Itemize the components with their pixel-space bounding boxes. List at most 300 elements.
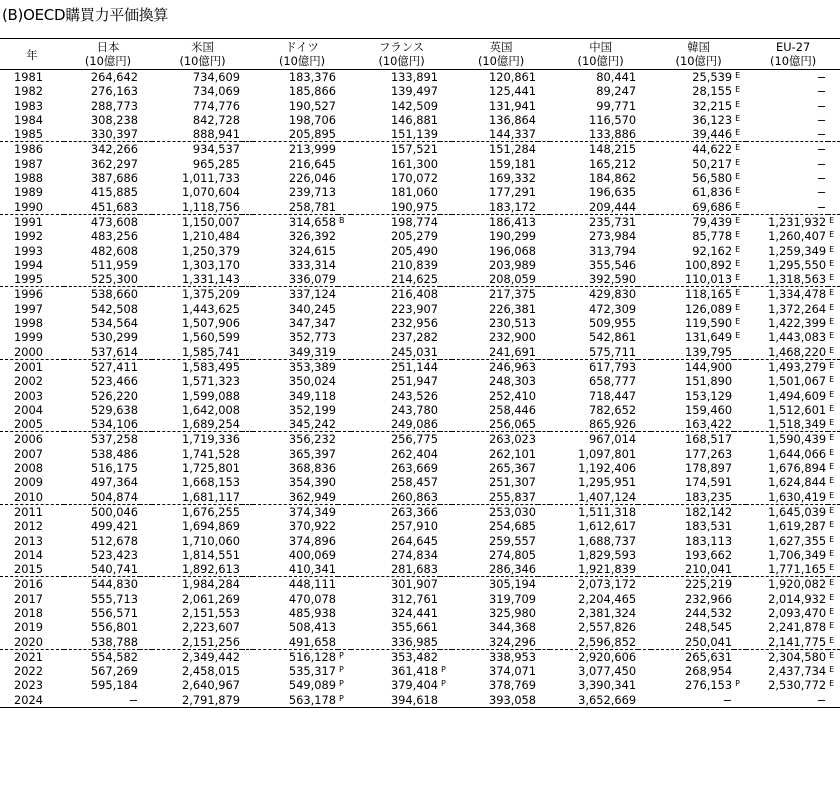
value-cell: 136,864	[488, 112, 537, 127]
flag-cell	[638, 287, 651, 302]
flag-cell	[538, 548, 550, 562]
flag-cell	[140, 519, 152, 533]
value-cell: 182,142	[684, 504, 733, 519]
value-cell: 511,959	[90, 257, 138, 272]
year-cell: 1982	[14, 84, 43, 99]
table-row	[0, 214, 840, 229]
value-cell: 210,041	[651, 562, 734, 577]
value-cell: 2,557,826	[578, 620, 637, 635]
flag-cell	[638, 302, 651, 316]
value-cell: 36,123	[692, 112, 733, 127]
flag-cell	[242, 70, 253, 85]
flag-cell	[440, 244, 452, 258]
value-cell: 144,337	[452, 127, 538, 142]
value-cell: 142,509	[390, 98, 439, 113]
unit-label: (10億円)	[746, 54, 840, 70]
flag-cell: E	[829, 433, 835, 443]
value-cell: 542,861	[588, 330, 637, 345]
value-cell: 394,618	[351, 693, 440, 708]
flag-cell	[638, 664, 651, 678]
flag-cell	[140, 417, 152, 432]
flag-cell: E	[735, 230, 741, 240]
flag-cell	[338, 113, 351, 127]
value-cell: 1,494,609	[768, 388, 827, 403]
flag-cell: E	[828, 635, 840, 650]
value-cell: 251,307	[488, 475, 537, 490]
value-cell: 491,658	[253, 635, 338, 650]
value-cell: 567,269	[90, 664, 138, 679]
flag-cell	[538, 562, 550, 577]
flag-cell	[440, 330, 452, 344]
flag-cell	[140, 258, 152, 272]
value-cell: 89,247	[596, 84, 637, 99]
value-cell: −	[746, 693, 828, 708]
value-cell: 256,065	[452, 417, 538, 432]
flag-cell: E	[735, 244, 741, 254]
flag-cell	[828, 99, 840, 113]
table-row	[0, 693, 840, 708]
flag-cell	[140, 562, 152, 577]
flag-cell	[440, 214, 452, 229]
year-cell: 1999	[14, 330, 43, 345]
flag-cell: E	[829, 403, 835, 413]
value-cell: 888,941	[152, 127, 242, 142]
year-cell: 1988	[14, 171, 43, 186]
year-cell: 2020	[0, 635, 64, 650]
value-cell: 232,900	[488, 330, 537, 345]
flag-cell	[242, 490, 253, 505]
value-cell: 99,771	[596, 98, 637, 113]
value-cell: 1,443,625	[182, 301, 241, 316]
flag-cell	[140, 302, 152, 316]
flag-cell	[638, 171, 651, 185]
value-cell: 1,694,869	[182, 519, 241, 534]
flag-cell	[638, 475, 651, 489]
flag-cell	[638, 678, 651, 692]
value-cell: 56,580	[692, 171, 733, 186]
value-cell: 190,975	[351, 200, 440, 215]
value-cell: 1,627,355	[768, 533, 827, 548]
value-cell: 1,689,254	[152, 417, 242, 432]
flag-cell: E	[829, 230, 835, 240]
value-cell: 2,920,606	[578, 649, 637, 664]
flag-cell	[538, 70, 550, 85]
value-cell: 617,793	[588, 359, 637, 374]
flag-cell	[338, 302, 351, 316]
year-cell: 1996	[14, 287, 43, 302]
value-cell: 516,128	[288, 649, 337, 664]
flag-cell	[338, 548, 351, 562]
value-cell: 100,892	[684, 257, 733, 272]
value-cell: 1,097,801	[578, 446, 637, 461]
value-cell: 1,468,220	[746, 345, 828, 360]
flag-cell	[638, 649, 651, 664]
flag-cell	[440, 389, 452, 403]
value-cell: 658,777	[588, 374, 637, 389]
table-row	[0, 664, 840, 678]
value-cell: 120,861	[488, 70, 537, 84]
value-cell: 239,713	[288, 185, 337, 200]
flag-cell	[338, 84, 351, 98]
value-cell: 1,984,284	[182, 577, 241, 592]
flag-cell	[440, 185, 452, 199]
value-cell: 196,068	[488, 243, 537, 258]
table-row	[0, 606, 840, 620]
year-cell: 2005	[0, 417, 64, 432]
value-cell: 2,304,580	[768, 649, 827, 664]
flag-cell	[140, 606, 152, 620]
flag-cell	[242, 475, 253, 489]
flag-cell	[538, 287, 550, 302]
column-header-year: 年	[0, 39, 64, 70]
flag-cell	[538, 490, 550, 505]
table-row	[0, 649, 840, 664]
value-cell: 353,482	[390, 649, 439, 664]
value-cell: −	[816, 70, 827, 84]
value-cell: 205,895	[253, 127, 338, 142]
value-cell: 325,980	[488, 605, 537, 620]
flag-cell	[638, 330, 651, 344]
flag-cell	[242, 185, 253, 199]
value-cell: 1,814,551	[182, 547, 241, 562]
table-row	[0, 258, 840, 272]
flag-cell	[338, 99, 351, 113]
value-cell: 196,635	[588, 185, 637, 200]
flag-cell	[242, 592, 253, 606]
table-row	[0, 403, 840, 417]
flag-cell	[538, 200, 550, 215]
value-cell: 1,688,737	[578, 533, 637, 548]
value-cell: 214,625	[351, 272, 440, 287]
flag-cell	[734, 432, 746, 447]
flag-cell: P	[338, 693, 351, 708]
value-cell: 168,517	[684, 432, 733, 447]
value-cell: 353,389	[288, 359, 337, 374]
value-cell: 1,260,407	[768, 229, 827, 244]
value-cell: 1,295,951	[578, 475, 637, 490]
flag-cell	[242, 635, 253, 650]
flag-cell: E	[735, 99, 741, 109]
table-row	[0, 127, 840, 142]
value-cell: 265,367	[488, 461, 537, 476]
value-cell: −	[816, 112, 827, 127]
value-cell: 1,375,209	[182, 287, 241, 302]
flag-cell: E	[829, 258, 835, 268]
value-cell: 183,113	[684, 533, 733, 548]
value-cell: 344,368	[488, 620, 537, 635]
year-cell: 2022	[14, 664, 43, 679]
flag-cell	[338, 447, 351, 461]
year-cell: 2001	[14, 359, 43, 374]
year-cell: 2000	[0, 345, 64, 360]
value-cell: 148,215	[588, 142, 637, 157]
flag-cell	[538, 374, 550, 388]
flag-cell	[638, 548, 651, 562]
value-cell: 324,441	[390, 605, 439, 620]
flag-cell	[242, 577, 253, 592]
value-cell: 274,805	[488, 547, 537, 562]
flag-cell	[638, 345, 651, 360]
flag-cell	[638, 214, 651, 229]
flag-cell: E	[735, 258, 741, 268]
value-cell: 473,608	[90, 214, 138, 229]
value-cell: 243,526	[390, 388, 439, 403]
value-cell: 378,769	[488, 678, 537, 693]
flag-cell	[734, 475, 746, 489]
flag-cell: E	[829, 331, 835, 341]
flag-cell	[440, 229, 452, 243]
flag-cell	[440, 403, 452, 417]
value-cell: 32,215	[692, 98, 733, 113]
value-cell: 555,713	[90, 591, 138, 606]
table-row	[0, 490, 840, 505]
year-cell: 2012	[14, 519, 43, 534]
year-cell: 2018	[14, 605, 43, 620]
flag-cell	[140, 157, 152, 171]
value-cell: 1,511,318	[578, 504, 637, 519]
value-cell: 216,408	[390, 287, 439, 302]
value-cell: 1,771,165	[746, 562, 828, 577]
value-cell: 1,710,060	[182, 533, 241, 548]
flag-cell	[440, 113, 452, 127]
flag-cell	[828, 70, 840, 85]
value-cell: 139,795	[651, 345, 734, 360]
flag-cell	[638, 374, 651, 388]
flag-cell	[538, 577, 550, 592]
value-cell: 110,013	[651, 272, 734, 287]
value-cell: 523,423	[90, 547, 138, 562]
value-cell: 1,599,088	[182, 388, 241, 403]
flag-cell	[440, 577, 452, 592]
flag-cell: E	[735, 143, 741, 153]
flag-cell	[734, 403, 746, 417]
value-cell: 340,245	[288, 301, 337, 316]
value-cell: 1,295,550	[768, 257, 827, 272]
flag-cell: E	[829, 665, 835, 675]
flag-cell	[140, 577, 152, 592]
flag-cell	[538, 417, 550, 432]
flag-cell	[638, 403, 651, 417]
value-cell: 319,709	[488, 591, 537, 606]
flag-cell	[538, 678, 550, 692]
value-cell: 217,375	[488, 287, 537, 302]
year-cell: 2014	[14, 547, 43, 562]
flag-cell	[242, 214, 253, 229]
flag-cell	[338, 577, 351, 592]
value-cell: 39,446	[651, 127, 734, 142]
value-cell: 151,890	[684, 374, 733, 389]
flag-cell: E	[829, 215, 835, 225]
table-row	[0, 519, 840, 533]
value-cell: 1,210,484	[182, 229, 241, 244]
value-cell: 305,194	[488, 577, 537, 592]
flag-cell	[440, 417, 452, 432]
value-cell: 2,151,553	[182, 605, 241, 620]
value-cell: 530,299	[90, 330, 138, 345]
value-cell: 540,741	[64, 562, 140, 577]
flag-cell: P	[441, 665, 446, 675]
value-cell: 370,922	[288, 519, 337, 534]
value-cell: 139,497	[390, 84, 439, 99]
flag-cell: E	[735, 288, 741, 298]
flag-cell	[440, 620, 452, 634]
column-header-france: フランス	[351, 39, 452, 55]
flag-cell	[242, 84, 253, 98]
value-cell: 276,153	[684, 678, 733, 693]
value-cell: 965,285	[192, 156, 241, 171]
flag-cell	[242, 620, 253, 634]
value-cell: 1,706,349	[768, 547, 827, 562]
table-row	[0, 113, 840, 127]
flag-cell	[538, 244, 550, 258]
value-cell: 2,241,878	[768, 620, 827, 635]
year-cell: 1987	[14, 156, 43, 171]
flag-cell	[140, 330, 152, 344]
value-cell: 330,397	[64, 127, 140, 142]
value-cell: 1,892,613	[152, 562, 242, 577]
flag-cell: E	[829, 375, 835, 385]
flag-cell	[734, 490, 746, 505]
flag-cell	[638, 592, 651, 606]
flag-cell	[338, 142, 351, 157]
flag-cell	[734, 345, 746, 360]
flag-cell: E	[829, 447, 835, 457]
value-cell: 2,151,256	[152, 635, 242, 650]
column-header-korea: 韓国	[651, 39, 746, 55]
value-cell: 232,966	[684, 591, 733, 606]
flag-cell: E	[829, 592, 835, 602]
flag-cell	[140, 403, 152, 417]
flag-cell	[440, 157, 452, 171]
value-cell: 470,078	[288, 591, 337, 606]
value-cell: −	[816, 171, 827, 186]
value-cell: 190,527	[288, 98, 337, 113]
value-cell: 28,155	[692, 84, 733, 99]
value-cell: 80,441	[596, 70, 637, 84]
flag-cell	[538, 534, 550, 548]
flag-cell	[242, 693, 253, 708]
flag-cell	[828, 127, 840, 142]
value-cell: 255,837	[452, 490, 538, 505]
value-cell: 159,460	[684, 402, 733, 417]
year-cell: 1981	[14, 70, 43, 84]
value-cell: 183,531	[684, 519, 733, 534]
value-cell: −	[816, 156, 827, 171]
year-cell: 2017	[14, 591, 43, 606]
flag-cell	[440, 345, 452, 360]
flag-cell	[338, 592, 351, 606]
flag-cell: P	[339, 665, 344, 675]
table-row	[0, 678, 840, 692]
value-cell: 538,788	[64, 635, 140, 650]
value-cell: 523,466	[90, 374, 138, 389]
flag-cell	[734, 359, 746, 374]
value-cell: 509,955	[588, 316, 637, 331]
value-cell: −	[746, 127, 828, 142]
value-cell: 342,266	[90, 142, 138, 157]
value-cell: 177,291	[488, 185, 537, 200]
flag-cell: E	[829, 302, 835, 312]
flag-cell	[338, 432, 351, 447]
value-cell: 352,199	[288, 402, 337, 417]
value-cell: 1,583,495	[182, 359, 241, 374]
flag-cell: E	[829, 578, 835, 588]
flag-cell	[440, 99, 452, 113]
flag-cell	[242, 403, 253, 417]
value-cell: 251,947	[390, 374, 439, 389]
value-cell: 2,014,932	[768, 591, 827, 606]
value-cell: 151,139	[351, 127, 440, 142]
flag-cell	[828, 171, 840, 185]
value-cell: 1,118,756	[152, 200, 242, 215]
year-cell: 1994	[14, 257, 43, 272]
table-row	[0, 287, 840, 302]
value-cell: 308,238	[90, 112, 138, 127]
year-cell: 2015	[0, 562, 64, 577]
value-cell: 374,896	[288, 533, 337, 548]
flag-cell	[140, 490, 152, 505]
year-cell: 2008	[14, 461, 43, 476]
flag-cell	[440, 359, 452, 374]
flag-cell	[338, 345, 351, 360]
flag-cell	[140, 185, 152, 199]
value-cell: 1,518,349	[746, 417, 828, 432]
value-cell: 85,778	[692, 229, 733, 244]
unit-label: (10億円)	[64, 54, 152, 70]
flag-cell	[538, 185, 550, 199]
flag-cell	[242, 302, 253, 316]
flag-cell	[338, 606, 351, 620]
table-row	[0, 620, 840, 634]
flag-cell	[538, 359, 550, 374]
flag-cell	[440, 127, 452, 142]
value-cell: 2,073,172	[578, 577, 637, 592]
flag-cell	[538, 649, 550, 664]
value-cell: 529,638	[90, 402, 138, 417]
flag-cell	[538, 142, 550, 157]
flag-cell	[338, 127, 351, 142]
year-cell: 1995	[0, 272, 64, 287]
value-cell: 131,941	[488, 98, 537, 113]
value-cell: 563,178	[253, 693, 338, 708]
value-cell: 527,411	[90, 359, 138, 374]
flag-cell	[734, 504, 746, 519]
value-cell: 718,447	[588, 388, 637, 403]
flag-cell: E	[734, 200, 746, 215]
value-cell: 163,422	[651, 417, 734, 432]
flag-cell	[242, 417, 253, 432]
flag-cell	[242, 664, 253, 678]
flag-cell	[440, 258, 452, 272]
flag-cell	[538, 461, 550, 475]
flag-cell	[638, 417, 651, 432]
flag-cell	[638, 157, 651, 171]
flag-cell: E	[829, 288, 835, 298]
flag-cell	[338, 258, 351, 272]
value-cell: 263,669	[390, 461, 439, 476]
flag-cell	[828, 84, 840, 98]
value-cell: 258,446	[488, 402, 537, 417]
table-row	[0, 447, 840, 461]
flag-cell	[242, 316, 253, 330]
value-cell: 177,263	[684, 446, 733, 461]
value-cell: 243,780	[390, 402, 439, 417]
value-cell: 25,539	[692, 70, 733, 84]
flag-cell	[638, 693, 651, 708]
value-cell: 256,775	[390, 432, 439, 447]
value-cell: 1,507,906	[182, 316, 241, 331]
flag-cell: E	[828, 272, 840, 287]
